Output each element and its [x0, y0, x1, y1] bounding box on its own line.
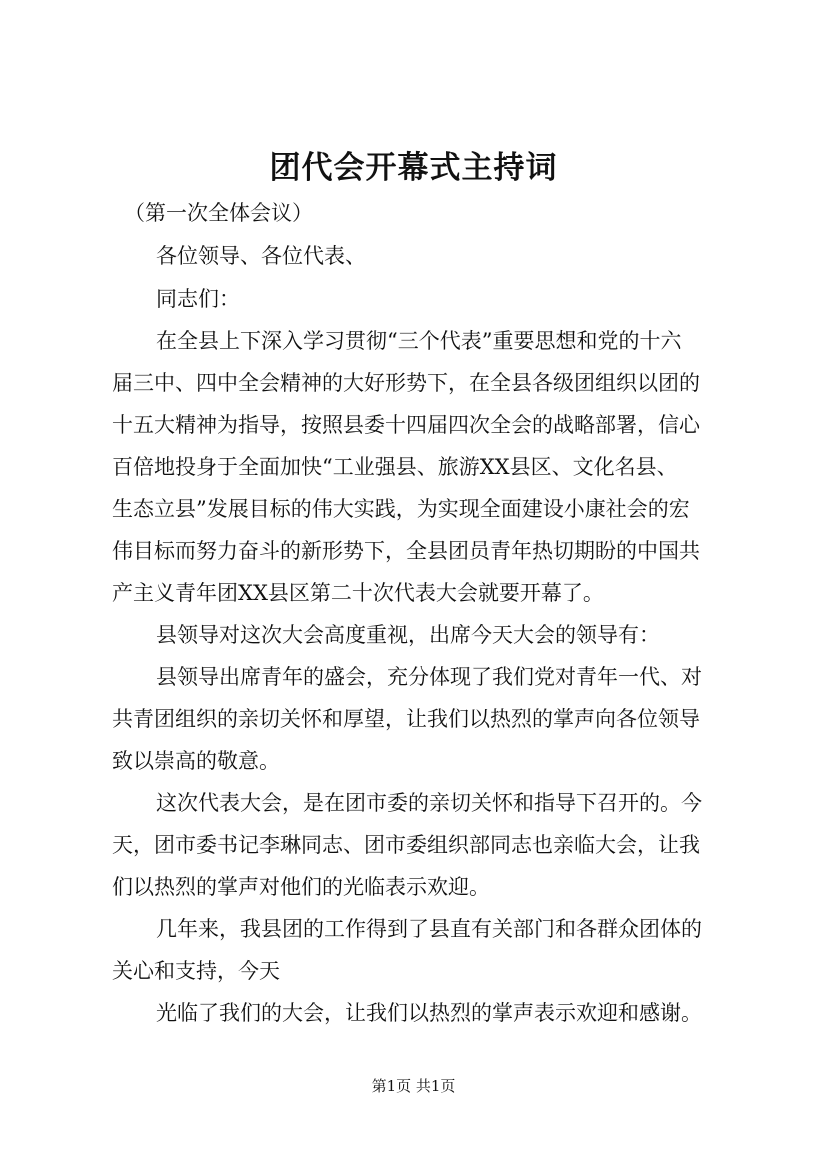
paragraph-line: 致以崇高的敬意。 [112, 749, 280, 773]
paragraph-line: 届三中、四中全会精神的大好形势下，在全县各级团组织以团的 [112, 371, 700, 395]
paragraph-line: 们以热烈的掌声对他们的光临表示欢迎。 [112, 875, 490, 899]
paragraph-line: 同志们： [156, 287, 240, 311]
paragraph-line: 光临了我们的大会，让我们以热烈的掌声表示欢迎和感谢。 [156, 1001, 702, 1025]
paragraph-line: 县领导对这次大会高度重视，出席今天大会的领导有： [156, 623, 660, 647]
paragraph-line: 几年来，我县团的工作得到了县直有关部门和各群众团体的 [156, 917, 702, 941]
paragraph-line: 县领导出席青年的盛会，充分体现了我们党对青年一代、对 [156, 665, 702, 689]
page-footer: 第1页 共1页 [371, 1077, 456, 1095]
paragraph-line: 关心和支持，今天 [112, 959, 280, 983]
document-title: 团代会开幕式主持词 [269, 150, 558, 186]
paragraph-line: 生态立县”发展目标的伟大实践，为实现全面建设小康社会的宏 [112, 497, 690, 521]
paragraph-line: 在全县上下深入学习贯彻“三个代表”重要思想和党的十六 [156, 329, 682, 353]
paragraph-line: 天，团市委书记李琳同志、团市委组织部同志也亲临大会，让我 [112, 833, 700, 857]
paragraph-line: 十五大精神为指导，按照县委十四届四次全会的战略部署，信心 [112, 413, 700, 437]
paragraph-line: 百倍地投身于全面加快“工业强县、旅游XX县区、文化名县、 [112, 455, 678, 479]
paragraph-line: 这次代表大会，是在团市委的亲切关怀和指导下召开的。今 [156, 791, 702, 815]
paragraph-line: 产主义青年团XX县区第二十次代表大会就要开幕了。 [112, 581, 604, 605]
paragraph-line: 各位领导、各位代表、 [156, 244, 366, 268]
paragraph-line: 共青团组织的亲切关怀和厚望，让我们以热烈的掌声向各位领导 [112, 707, 700, 731]
document-subtitle: （第一次全体会议） [124, 201, 313, 225]
paragraph-line: 伟目标而努力奋斗的新形势下，全县团员青年热切期盼的中国共 [112, 539, 700, 563]
